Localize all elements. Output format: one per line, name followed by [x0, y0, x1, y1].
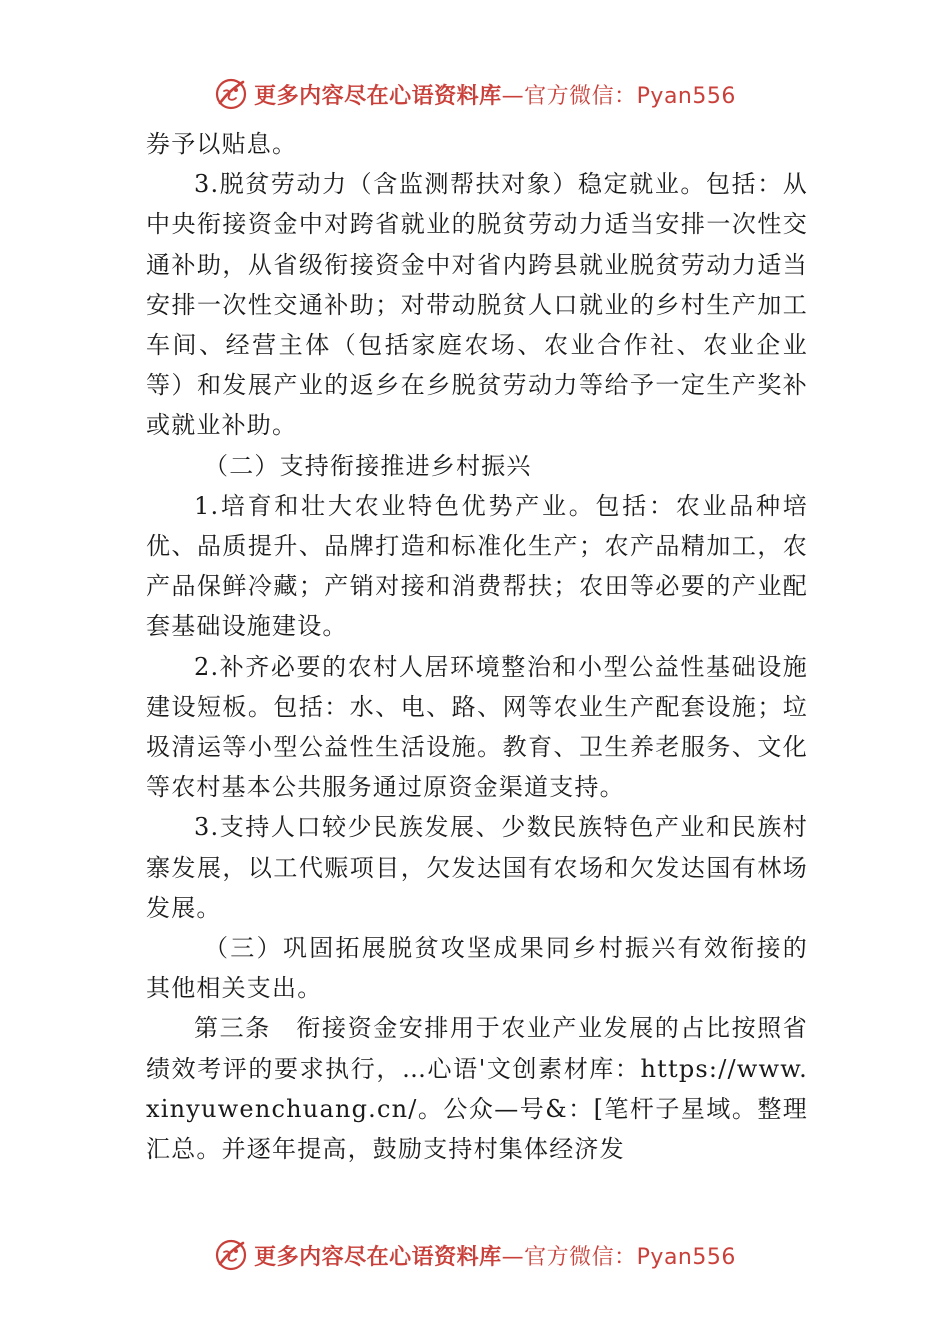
paragraph-agriculture-industry: 1.培育和壮大农业特色优势产业。包括：农业品种培优、品质提升、品牌打造和标准化生产；农产品精加工，农产品保鲜冷藏；产销对接和消费帮扶；农田等必要的产业配套基础设施建设。 — [146, 491, 808, 641]
footer-watermark — [0, 1233, 950, 1277]
paragraph-ethnic-development: 3.支持人口较少民族发展、少数民族特色产业和民族村寨发展，以工代赈项目，欠发达国有农场和欠发达国有林场发展。 — [146, 813, 808, 922]
document-body — [146, 124, 808, 1169]
watermark-text-sub: —官方微信：Pyan556 — [501, 1244, 736, 1270]
paragraph-article-three: 第三条 衔接资金安排用于农业产业发展的占比按照省绩效考评的要求执行，…心语'文创素材库：https://www.xinyuwenchuang.cn/。公众—号&：[笔杆子星域。整理汇总。并逐年提高，鼓励支持村集体经济发 — [146, 1014, 808, 1164]
brush-logo-icon — [214, 77, 248, 111]
watermark-text-main: 更多内容尽在心语资料库 — [254, 1244, 502, 1270]
section-heading-rural-revitalization: （二）支持衔接推进乡村振兴 — [204, 451, 532, 480]
paragraph-stable-employment: 3.脱贫劳动力（含监测帮扶对象）稳定就业。包括：从中央衔接资金中对跨省就业的脱贫劳动力适当安排一次性交通补助，从省级衔接资金中对省内跨县就业脱贫劳动力适当安排一次性交通补助；对带动脱贫人口就业的乡村生产加工车间、经营主体（包括家庭农场、农业合作社、农业企业等）和发展产业的返乡在乡脱贫劳动力等给予一定生产奖补或就业补助。 — [146, 170, 808, 440]
header-watermark — [0, 72, 950, 116]
watermark-text-sub: —官方微信：Pyan556 — [501, 83, 736, 109]
brush-logo-icon — [214, 1238, 248, 1272]
paragraph-rural-infrastructure: 2.补齐必要的农村人居环境整治和小型公益性基础设施建设短板。包括：水、电、路、网等农业生产配套设施；垃圾清运等小型公益性生活设施。教育、卫生养老服务、文化等农村基本公共服务通过原资金渠道支持。 — [146, 652, 808, 802]
section-heading-other-expenses: （三）巩固拓展脱贫攻坚成果同乡村振兴有效衔接的其他相关支出。 — [146, 934, 808, 1003]
watermark-text-main: 更多内容尽在心语资料库 — [254, 83, 502, 109]
paragraph-continuation: 券予以贴息。 — [146, 130, 298, 158]
